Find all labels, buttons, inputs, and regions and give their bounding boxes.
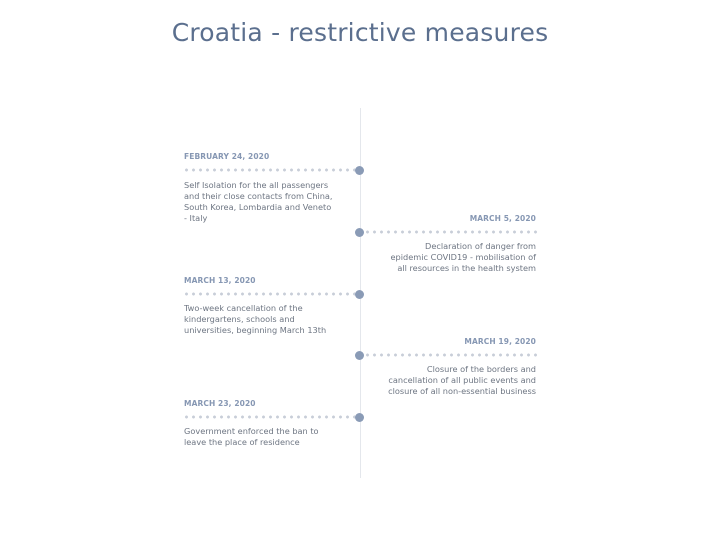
description-line: Self Isolation for the all passengers: [184, 180, 329, 190]
event-date: MARCH 13, 2020: [184, 276, 256, 285]
event-date: MARCH 19, 2020: [464, 337, 536, 346]
description-line: epidemic COVID19 - mobilisation of: [390, 252, 536, 262]
event-description: [184, 303, 344, 336]
description-line: Closure of the borders and: [426, 364, 536, 374]
description-line: all resources in the health system: [397, 263, 536, 273]
event-date: MARCH 5, 2020: [469, 214, 536, 223]
timeline-node: [355, 351, 364, 360]
description-line: leave the place of residence: [184, 437, 300, 447]
description-line: - Italy: [184, 213, 208, 223]
page-title: Croatia - restrictive measures: [171, 18, 549, 47]
connector-dots: [183, 415, 355, 419]
description-line: South Korea, Lombardia and Veneto: [184, 202, 332, 212]
description-line: Government enforced the ban to: [184, 426, 319, 436]
event-description: [184, 426, 344, 448]
description-line: universities, beginning March 13th: [184, 325, 327, 335]
event-description: [184, 180, 344, 224]
description-line: and their close contacts from China,: [184, 191, 333, 201]
description-line: kindergartens, schools and: [184, 314, 295, 324]
timeline-node: [355, 413, 364, 422]
description-line: cancellation of all public events and: [388, 375, 536, 385]
timeline-node: [355, 166, 364, 175]
timeline-node: [355, 228, 364, 237]
connector-dots: [183, 292, 355, 296]
description-line: Declaration of danger from: [425, 241, 536, 251]
event-date: FEBRUARY 24, 2020: [184, 152, 270, 161]
event-date: MARCH 23, 2020: [184, 399, 256, 408]
timeline-node: [355, 290, 364, 299]
event-description: [376, 364, 536, 397]
event-description: [376, 241, 536, 274]
connector-dots: [364, 353, 538, 357]
connector-dots: [364, 230, 538, 234]
connector-dots: [183, 168, 355, 172]
description-line: closure of all non-essential business: [388, 386, 536, 396]
description-line: Two-week cancellation of the: [184, 303, 303, 313]
